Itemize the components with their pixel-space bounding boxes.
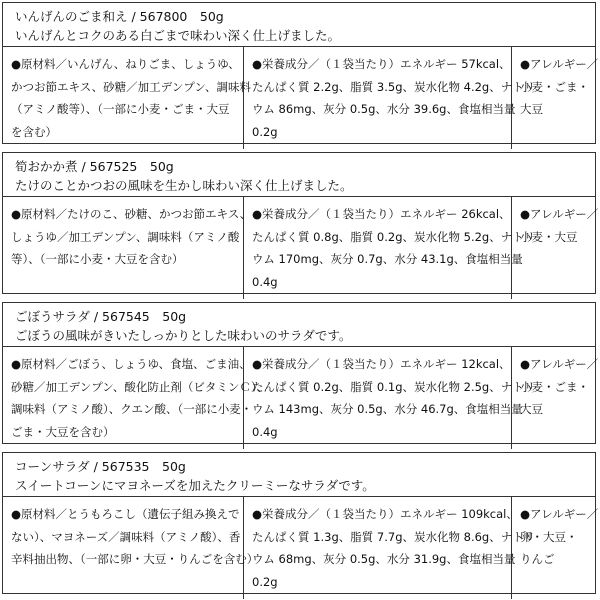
ingredients-cell — [3, 197, 252, 299]
product-details — [3, 47, 599, 149]
product-block — [2, 2, 599, 144]
nutrition-line: ウム 170mg、灰分 0.7g、水分 43.1g、食塩相当量 — [252, 252, 523, 266]
product-title: コーンサラダ / 567535 50g — [15, 459, 186, 474]
nutrition-line: ウム 68mg、灰分 0.5g、水分 31.9g、食塩相当量 — [252, 552, 516, 566]
product-block — [2, 152, 599, 294]
allergen-line: ●アレルギー／ — [520, 207, 599, 221]
product-description: ごぼうの風味がきいたしっかりとした味わいのサラダです。 — [15, 328, 352, 343]
ingredients-line: ●原材料／たけのこ、砂糖、かつお節エキス、 — [11, 207, 252, 221]
allergen-line: ●アレルギー／ — [520, 507, 599, 521]
allergen-line: 大豆 — [520, 402, 543, 416]
allergen-line: ●アレルギー／ — [520, 357, 599, 371]
allergen-line: 小麦・ごま・ — [520, 79, 589, 94]
nutrition-line: ウム 143mg、灰分 0.5g、水分 46.7g、食塩相当量 — [252, 402, 523, 416]
product-details — [3, 197, 599, 299]
nutrition-line: 0.2g — [252, 124, 278, 139]
product-description: いんげんとコクのある白ごまで味わい深く仕上げました。 — [15, 28, 341, 43]
ingredients-line: ●原材料／とうもろこし（遺伝子組み換えで — [11, 507, 240, 521]
ingredients-line: 砂糖／加工デンプン、酸化防止剤（ビタミンＣ）、 — [11, 379, 269, 394]
nutrition-line: たんぱく質 2.2g、脂質 3.5g、炭水化物 4.2g、ナトリ — [252, 79, 536, 94]
product-title: ごぼうサラダ / 567545 50g — [15, 309, 187, 324]
allergen-cell — [512, 497, 597, 599]
allergen-line: ●アレルギー／ — [520, 57, 599, 71]
nutrition-line: 0.4g — [252, 274, 278, 289]
ingredients-line: ●原材料／ごぼう、しょうゆ、食塩、ごま油、 — [11, 357, 251, 371]
product-description: スイートコーンにマヨネーズを加えたクリーミーなサラダです。 — [15, 478, 375, 493]
allergen-cell — [512, 47, 597, 149]
allergen-line: りんご — [520, 552, 555, 566]
nutrition-line: 0.4g — [252, 424, 278, 439]
product-title: いんげんのごま和え / 567800 50g — [15, 9, 224, 24]
product-title: 筍おかか煮 / 567525 50g — [15, 159, 174, 174]
product-block — [2, 302, 599, 444]
nutrition-line: 0.2g — [252, 574, 278, 589]
nutrition-line: ●栄養成分／（１袋当たり）エネルギー 12kcal、 — [252, 357, 511, 371]
allergen-cell — [512, 347, 597, 449]
ingredients-line: ない）、マヨネーズ／調味料（アミノ酸）、香 — [11, 529, 241, 544]
product-header — [3, 153, 595, 197]
allergen-line: 小麦・ごま・ — [520, 379, 589, 394]
allergen-cell — [512, 197, 597, 299]
ingredients-line: を含む） — [11, 124, 57, 139]
nutrition-line: ●栄養成分／（１袋当たり）エネルギー 26kcal、 — [252, 207, 511, 221]
product-details — [3, 497, 599, 599]
nutrition-cell — [244, 497, 536, 599]
ingredients-line: （アミノ酸等）、（一部に小麦・ごま・大豆 — [11, 102, 230, 116]
nutrition-line: ●栄養成分／（１袋当たり）エネルギー 109kcal、 — [252, 507, 518, 521]
ingredients-cell — [3, 497, 259, 599]
ingredients-line: かつお節エキス、砂糖／加工デンプン、調味料 — [11, 79, 252, 94]
allergen-line: 大豆 — [520, 102, 543, 116]
ingredients-line: 等）、（一部に小麦・大豆を含む） — [11, 252, 184, 266]
nutrition-line: たんぱく質 0.2g、脂質 0.1g、炭水化物 2.5g、ナトリ — [252, 379, 536, 394]
allergen-line: 小麦・大豆 — [520, 229, 578, 244]
ingredients-line: ごま・大豆を含む） — [11, 424, 115, 439]
allergen-line: 卵・大豆・ — [520, 529, 578, 544]
product-header — [3, 303, 595, 347]
nutrition-cell — [244, 197, 536, 299]
nutrition-line: ウム 86mg、灰分 0.5g、水分 39.6g、食塩相当量 — [252, 102, 516, 116]
ingredients-line: 辛料抽出物、（一部に卵・大豆・りんごを含む） — [11, 552, 259, 566]
product-block — [2, 452, 599, 594]
ingredients-line: 調味料（アミノ酸）、クエン酸、（一部に小麦・ — [11, 402, 253, 416]
product-header — [3, 3, 595, 47]
ingredients-line: しょうゆ／加工デンプン、調味料（アミノ酸 — [11, 229, 240, 244]
product-header — [3, 453, 595, 497]
nutrition-line: たんぱく質 0.8g、脂質 0.2g、炭水化物 5.2g、ナトリ — [252, 229, 536, 244]
product-description: たけのことかつおの風味を生かし味わい深く仕上げました。 — [15, 178, 353, 193]
nutrition-line: ●栄養成分／（１袋当たり）エネルギー 57kcal、 — [252, 57, 511, 71]
ingredients-line: ●原材料／いんげん、ねりごま、しょうゆ、 — [11, 57, 240, 71]
nutrition-line: たんぱく質 1.3g、脂質 7.7g、炭水化物 8.6g、ナトリ — [252, 529, 536, 544]
ingredients-cell — [3, 47, 252, 149]
product-details — [3, 347, 599, 449]
